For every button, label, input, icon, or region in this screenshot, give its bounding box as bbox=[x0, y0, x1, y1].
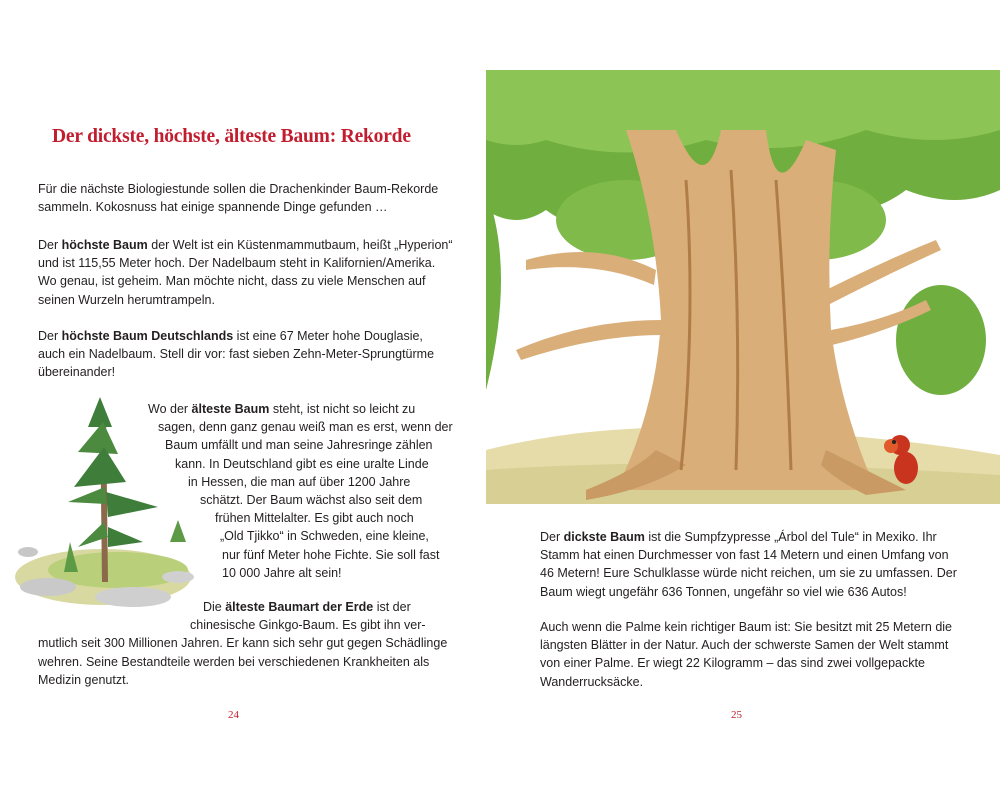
oldest-tree-paragraph: Wo der älteste Baum steht, ist nicht so leicht zu sagen, denn ganz genau weiß man es erst, wenn der Baum umfällt und man seine Jahresringe zählen kann. In Deutschland gibt es eine uralte Linde in Hessen, die man auf über 1200 Jahre schätzt. Der Baum wächst also seit dem frühen Mittelalter. Es gibt auch noch „Old Tjikko“ in Schweden, eine kleine, nur fünf Meter hohe Fichte. Sie soll fast 10 000 Jahre alt sein! bbox=[0, 400, 460, 582]
text-line: frühen Mittelalter. Es gibt auch noch bbox=[215, 511, 414, 526]
text-line: schätzt. Der Baum wächst also seit dem bbox=[200, 493, 423, 508]
intro-paragraph bbox=[38, 180, 438, 216]
text-line: auch ein Nadelbaum. Stell dir vor: fast sieben Zehn-Meter-Sprungtürme bbox=[38, 347, 435, 362]
text-line: übereinander! bbox=[38, 365, 116, 380]
text-line: 10 000 Jahre alt sein! bbox=[222, 565, 342, 580]
text-line: Baum wiegt ungefähr 636 Tonnen, ungefähr so viel wie 636 Autos! bbox=[540, 584, 907, 599]
text-line: und ist 115,55 Meter hoch. Der Nadelbaum steht in Kalifornien/Amerika. bbox=[38, 256, 436, 271]
text-line: chinesische Ginkgo-Baum. Es gibt ihn ver- bbox=[190, 618, 426, 633]
text-line: längsten Blätter in der Natur. Auch der schwerste Samen der Welt stammt bbox=[540, 638, 949, 653]
text-line: „Old Tjikko“ in Schweden, eine kleine, bbox=[220, 529, 429, 544]
text-line: in Hessen, die man auf über 1200 Jahre bbox=[188, 474, 411, 489]
page-number-right: 25 bbox=[731, 709, 742, 721]
text-line: Medizin genutzt. bbox=[38, 672, 130, 687]
text-line: Wanderrucksäcke. bbox=[540, 674, 644, 689]
tallest-tree-paragraph: Der höchste Baum der Welt ist ein Küstenmammutbaum, heißt „Hyperion“ und ist 115,55 Meter hoch. Der Nadelbaum steht in Kalifornien/Amerika. Wo genau, ist geheim. Man möchte nicht, dass zu viele Menschen auf seinen Wurzeln herumtrampeln. bbox=[38, 236, 453, 309]
thickest-tree-paragraph: Der dickste Baum ist die Sumpfzypresse „Árbol del Tule“ in Mexiko. Ihr Stamm hat einen Durchmesser von fast 14 Metern und einen Umfang von 46 Metern! Eure Schulklasse würde nicht reichen, um sie zu umfassen. Der Baum wiegt ungefähr 636 Tonnen, ungefähr so viel wie 636 Autos! bbox=[540, 528, 957, 601]
text-line: Baum umfällt und man seine Jahresringe zählen bbox=[165, 438, 433, 453]
page-title: Der dickste, höchste, älteste Baum: Rekorde bbox=[52, 126, 411, 147]
text-line: nur fünf Meter hohe Fichte. Sie soll fast bbox=[222, 547, 440, 562]
text-line: Wo genau, ist geheim. Man möchte nicht, dass zu viele Menschen auf bbox=[38, 274, 426, 289]
text-line: Auch wenn die Palme kein richtiger Baum ist: Sie besitzt mit 25 Metern die bbox=[540, 620, 952, 634]
giant-tree-illustration bbox=[486, 70, 1000, 504]
text-line: seinen Wurzeln herumtrampeln. bbox=[38, 292, 215, 307]
highlight-text: höchste Baum Deutschlands bbox=[61, 329, 234, 343]
text-line: sagen, denn ganz genau weiß man es erst, wenn der bbox=[158, 420, 453, 435]
spruce-tree-illustration bbox=[8, 392, 208, 614]
tallest-germany-paragraph: Der höchste Baum Deutschlands ist eine 67 Meter hohe Douglasie, auch ein Nadelbaum. Stell dir vor: fast sieben Zehn-Meter-Sprungtürme übereinander! bbox=[38, 327, 434, 382]
highlight-text: dickste Baum bbox=[563, 530, 645, 544]
text-line: kann. In Deutschland gibt es eine uralte Linde bbox=[175, 456, 429, 471]
text-line: mutlich seit 300 Millionen Jahren. Er kann sich sehr gut gegen Schädlinge bbox=[38, 636, 448, 651]
text-line: wehren. Seine Bestandteile werden bei verschiedenen Krankheiten als bbox=[38, 654, 430, 669]
page-number-left: 24 bbox=[228, 709, 239, 721]
text-line: Stamm hat einen Durchmesser von fast 14 Metern und einen Umfang von bbox=[540, 548, 949, 563]
highlight-text: älteste Baum bbox=[191, 402, 270, 416]
text-line: Für die nächste Biologiestunde sollen die Drachenkinder Baum-Rekorde bbox=[38, 182, 439, 196]
text-line: sammeln. Kokosnuss hat einige spannende Dinge gefunden … bbox=[38, 200, 388, 215]
text-line: 46 Metern! Eure Schulklasse würde nicht reichen, um sie zu umfassen. Der bbox=[540, 566, 957, 581]
highlight-text: älteste Baumart der Erde bbox=[225, 600, 374, 614]
palm-paragraph bbox=[540, 618, 952, 691]
oldest-species-paragraph: Die älteste Baumart der Erde ist der chinesische Ginkgo-Baum. Es gibt ihn ver- mutlich seit 300 Millionen Jahren. Er kann sich sehr gut gegen Schädlinge wehren. Seine Bestandteile werden bei verschiedenen Krankheiten als Medizin genutzt. bbox=[0, 598, 460, 689]
highlight-text: höchste Baum bbox=[61, 238, 148, 252]
text-line: von einer Palme. Er wiegt 22 Kilogramm – das sind zwei vollgepackte bbox=[540, 656, 925, 671]
